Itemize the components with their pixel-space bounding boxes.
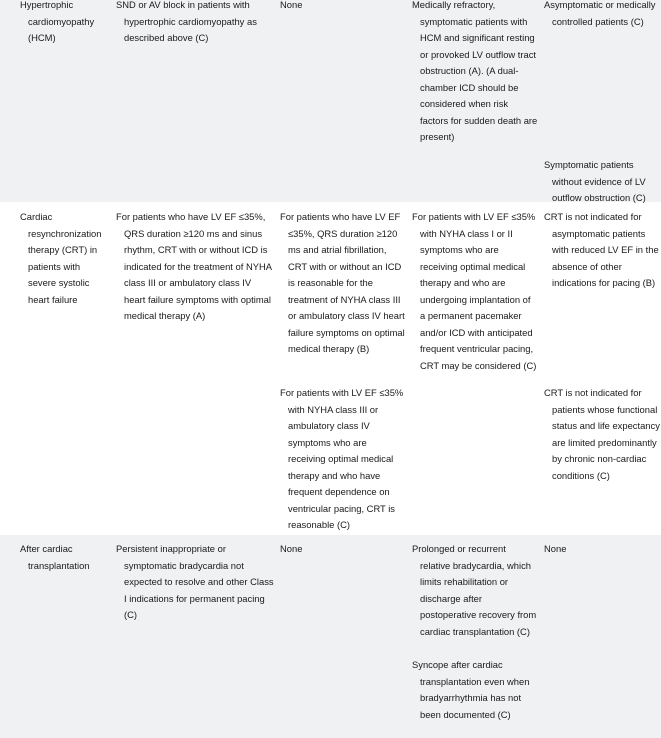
class2a-cell: None	[280, 0, 303, 10]
condition-cell: Hypertrophic cardiomyopathy (HCM)	[20, 0, 95, 43]
condition-cell: Cardiac resynchronization therapy (CRT) in patients with severe systolic heart failure	[20, 211, 102, 305]
class1-cell: SND or AV block in patients with hypertrophic cardiomyopathy as described above (C)	[116, 0, 257, 43]
class2b-cell: Medically refractory, symptomatic patients with HCM and significant resting or provoked LV outflow tract obstruction (A). (A dual-chamber ICD should be considered when risk factors for sudden death are present)	[412, 0, 538, 142]
class3-cell-2: Symptomatic patients without evidence of LV outflow obstruction (C)	[544, 159, 646, 203]
class2b-cell-2: Syncope after cardiac transplantation even when bradyarrhythmia has not been documented (C)	[412, 659, 530, 720]
class2a-cell-1: For patients who have LV EF ≤35%, QRS duration ≥120 ms and atrial fibrillation, CRT with or without an ICD is reasonable for the treatment of NYHA class III or ambulatory class IV heart failure symptoms on optimal medical therapy (B)	[280, 211, 405, 354]
class2b-cell-1: Prolonged or recurrent relative bradycardia, which limits rehabilitation or discharge after postoperative recovery from cardiac transplantation (C)	[412, 543, 537, 637]
class3-cell-1: Asymptomatic or medically controlled patients (C)	[544, 0, 656, 27]
class3-cell-2: CRT is not indicated for patients whose functional status and life expectancy are limited predominantly by chronic non-cardiac conditions (C)	[544, 387, 660, 481]
class1-cell: For patients who have LV EF ≤35%, QRS duration ≥120 ms and sinus rhythm, CRT with or without ICD is indicated for the treatment of NYHA class III or ambulatory class IV heart failure symptoms with optimal medical therapy (A)	[116, 211, 272, 321]
class2a-cell-2: For patients with LV EF ≤35% with NYHA class III or ambulatory class IV symptoms who are receiving optimal medical therapy and who have frequent dependence on ventricular pacing, CRT is reasonable (C)	[280, 387, 404, 530]
class1-cell: Persistent inappropriate or symptomatic bradycardia not expected to resolve and other Class I indications for permanent pacing (C)	[116, 543, 274, 620]
table-row-hcm	[0, 0, 661, 202]
class2b-cell: For patients with LV EF ≤35% with NYHA class I or II symptoms who are receiving optimal medical therapy and who are undergoing implantation of a permanent pacemaker and/or ICD with anticipated frequent ventricular pacing, CRT may be considered (C)	[412, 211, 537, 371]
condition-cell: After cardiac transplantation	[20, 543, 90, 571]
class3-cell-1: CRT is not indicated for asymptomatic patients with reduced LV EF in the absence of other indications for pacing (B)	[544, 211, 659, 288]
table-row-crt	[0, 202, 661, 535]
class2a-cell: None	[280, 543, 303, 554]
table-row-transplant	[0, 535, 661, 738]
class3-cell: None	[544, 543, 567, 554]
